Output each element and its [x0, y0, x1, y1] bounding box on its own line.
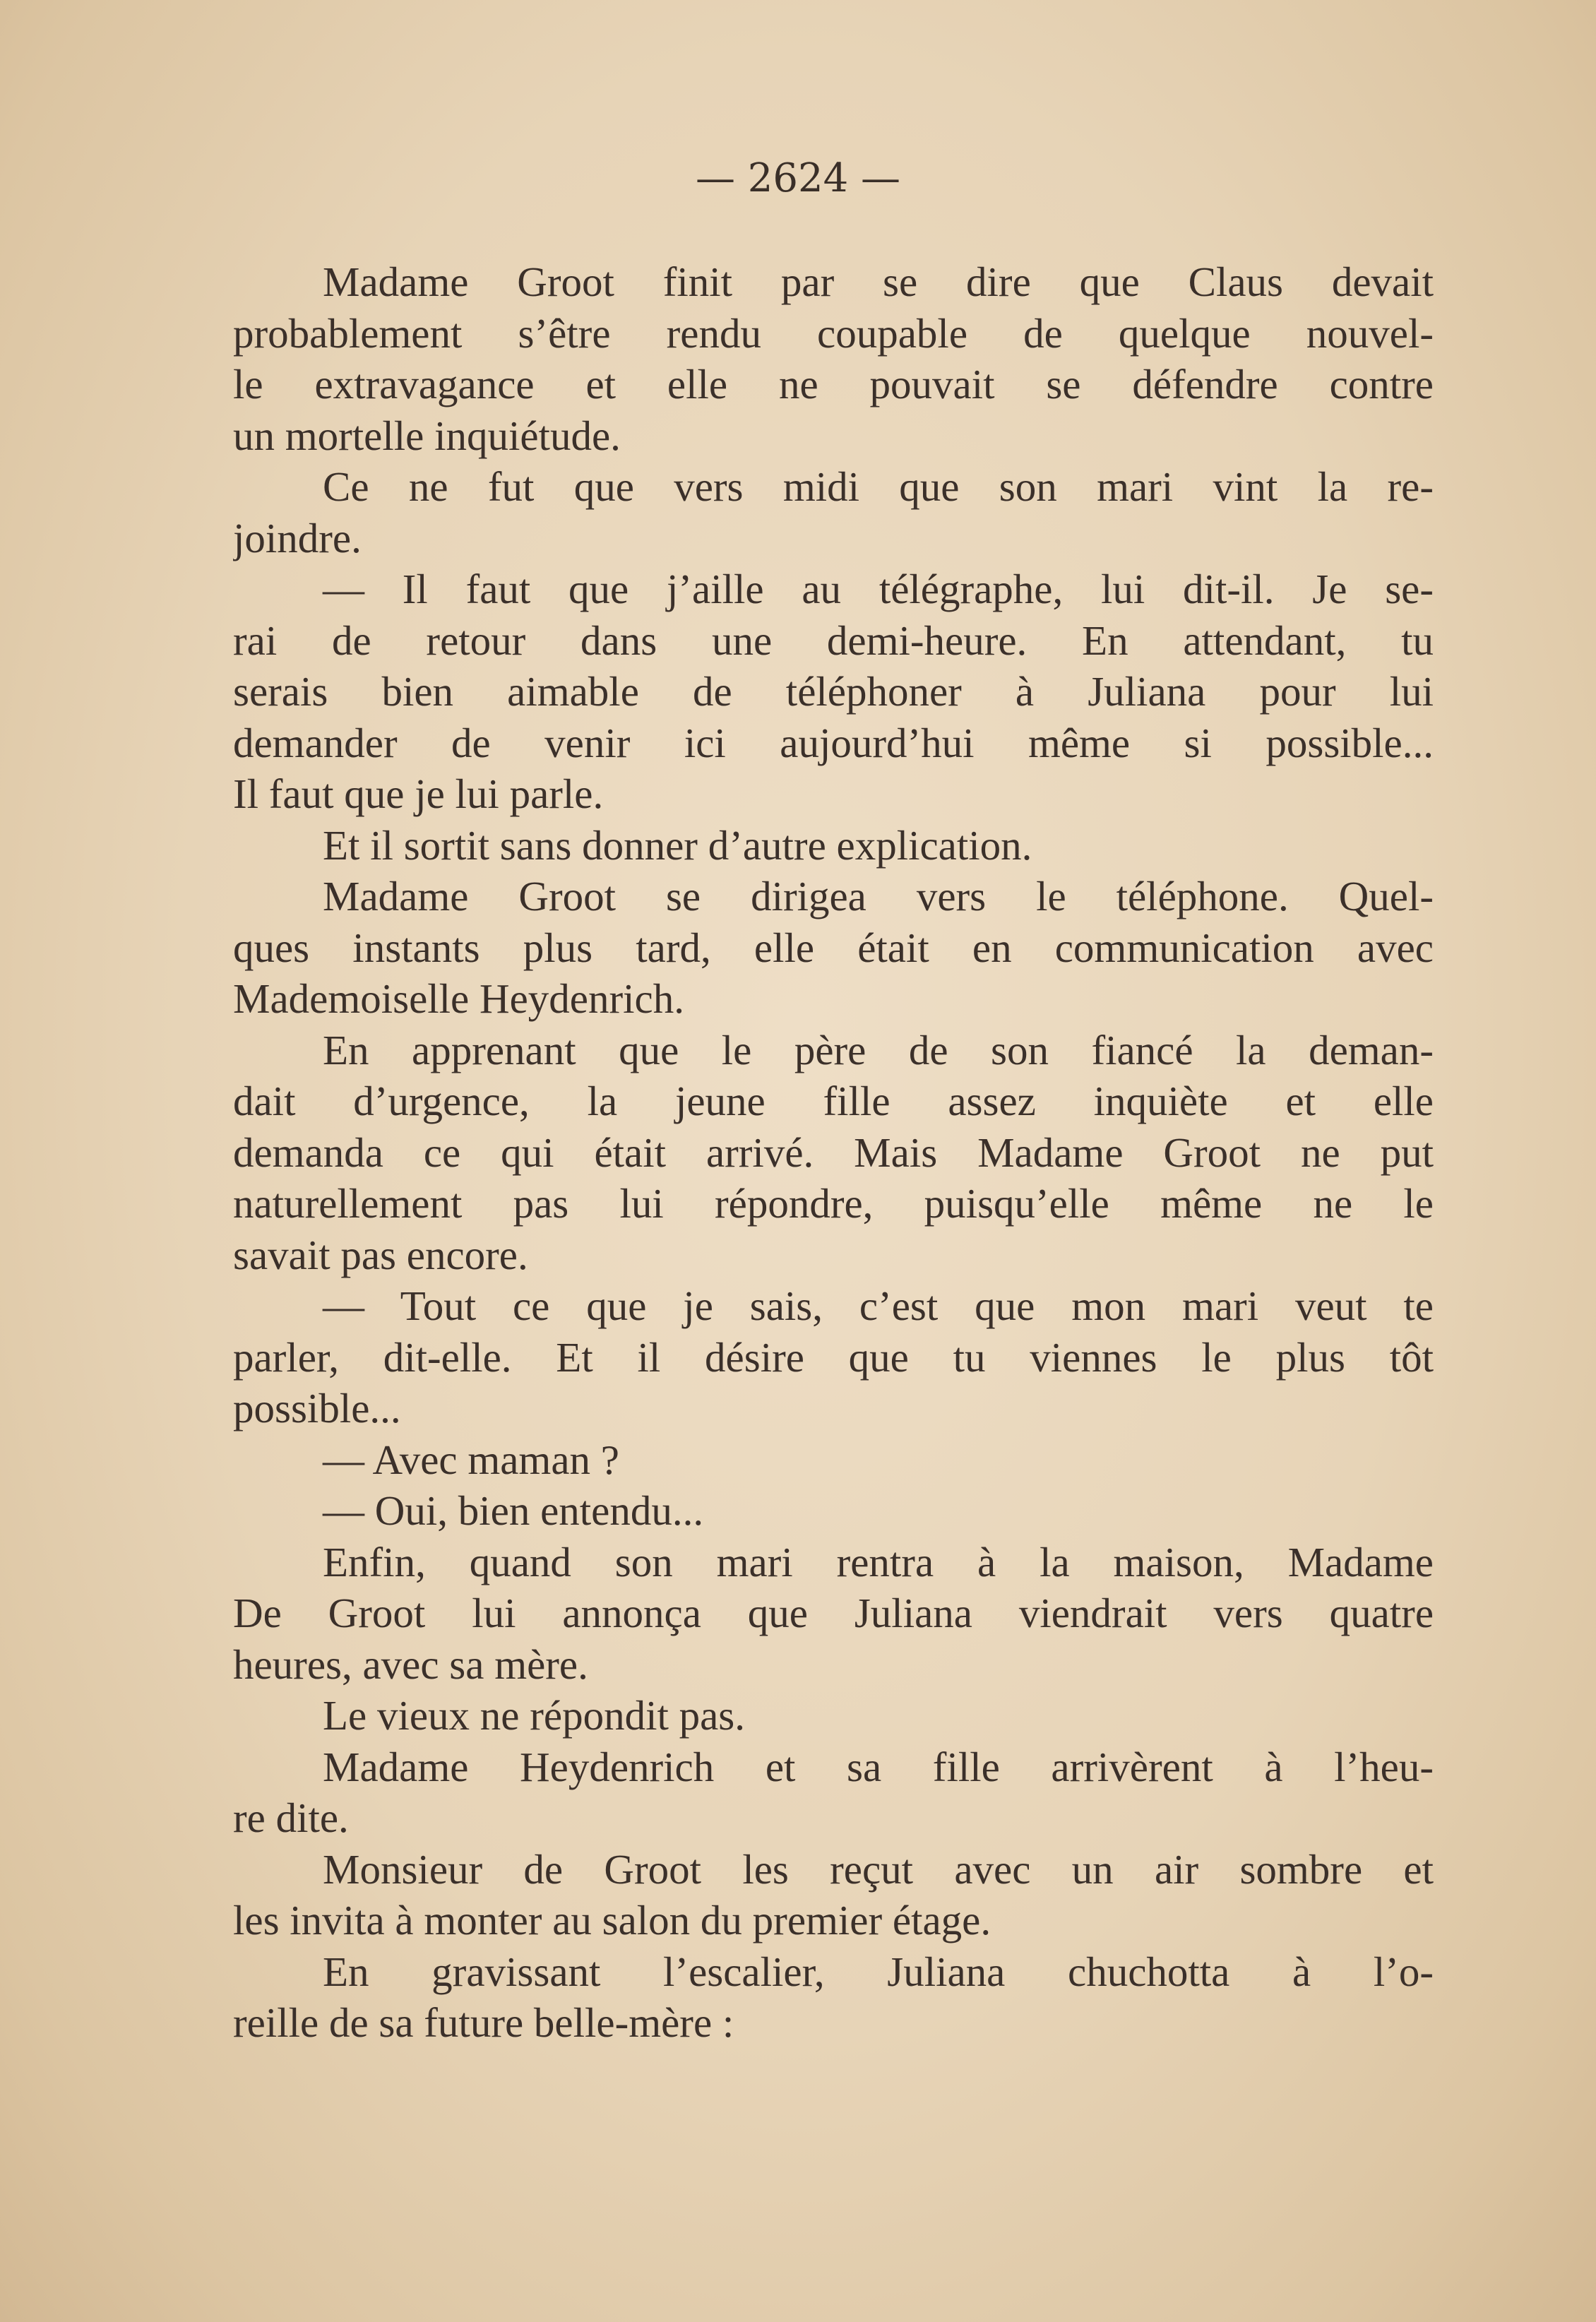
- text-line: Enfin, quand son mari rentra à la maison, Madame: [323, 1538, 1434, 1585]
- text-line: Madame Heydenrich et sa fille arrivèrent à l’heu-: [323, 1743, 1434, 1790]
- text-line: joindre.: [233, 514, 362, 561]
- text-line: possible...: [233, 1385, 401, 1431]
- text-line: Ce ne fut que vers midi que son mari vint la re-: [323, 463, 1434, 510]
- text-line: probablement s’être rendu coupable de quelque nouvel-: [233, 309, 1434, 357]
- text-line: ques instants plus tard, elle était en communication avec: [233, 924, 1434, 971]
- text-line: Et il sortit sans donner d’autre explication.: [323, 821, 1032, 869]
- body-text: [233, 256, 1434, 2049]
- text-line: serais bien aimable de téléphoner à Juliana pour lui: [233, 668, 1434, 715]
- text-line: savait pas encore.: [233, 1231, 528, 1278]
- text-line: Le vieux ne répondit pas.: [323, 1692, 746, 1739]
- text-line: — Tout ce que je sais, c’est que mon mari veut te: [323, 1282, 1434, 1329]
- text-line: les invita à monter au salon du premier étage.: [233, 1897, 991, 1943]
- text-line: En apprenant que le père de son fiancé la deman-: [323, 1026, 1434, 1073]
- text-line: rai de retour dans une demi-heure. En attendant, tu: [233, 617, 1434, 664]
- text-line: re dite.: [233, 1794, 349, 1841]
- text-line: reille de sa future belle-mère :: [233, 1999, 734, 2046]
- text-line: Il faut que je lui parle.: [233, 770, 604, 817]
- text-line: — Avec maman ?: [323, 1436, 619, 1483]
- text-line: heures, avec sa mère.: [233, 1641, 588, 1688]
- text-line: De Groot lui annonça que Juliana viendrait vers quatre: [233, 1590, 1434, 1636]
- text-line: parler, dit-elle. Et il désire que tu viennes le plus tôt: [233, 1333, 1434, 1381]
- text-line: demander de venir ici aujourd’hui même si possible...: [233, 719, 1434, 766]
- text-line: dait d’urgence, la jeune fille assez inquiète et elle: [233, 1078, 1434, 1124]
- text-line: Mademoiselle Heydenrich.: [233, 975, 684, 1022]
- text-line: En gravissant l’escalier, Juliana chuchotta à l’o-: [323, 1948, 1434, 1995]
- text-line: Madame Groot finit par se dire que Claus devait: [323, 258, 1434, 305]
- text-line: — Il faut que j’aille au télégraphe, lui dit-il. Je se-: [323, 566, 1434, 612]
- text-line: le extravagance et elle ne pouvait se défendre contre: [233, 361, 1434, 407]
- text-line: Madame Groot se dirigea vers le téléphone. Quel-: [323, 873, 1434, 919]
- page-number: — 2624 —: [695, 155, 901, 201]
- text-line: Monsieur de Groot les reçut avec un air sombre et: [323, 1845, 1434, 1893]
- text-line: demanda ce qui était arrivé. Mais Madame Groot ne put: [233, 1129, 1434, 1176]
- text-line: — Oui, bien entendu...: [323, 1487, 704, 1534]
- text-line: un mortelle inquiétude.: [233, 412, 621, 459]
- text-line: naturellement pas lui répondre, puisqu’elle même ne le: [233, 1180, 1434, 1227]
